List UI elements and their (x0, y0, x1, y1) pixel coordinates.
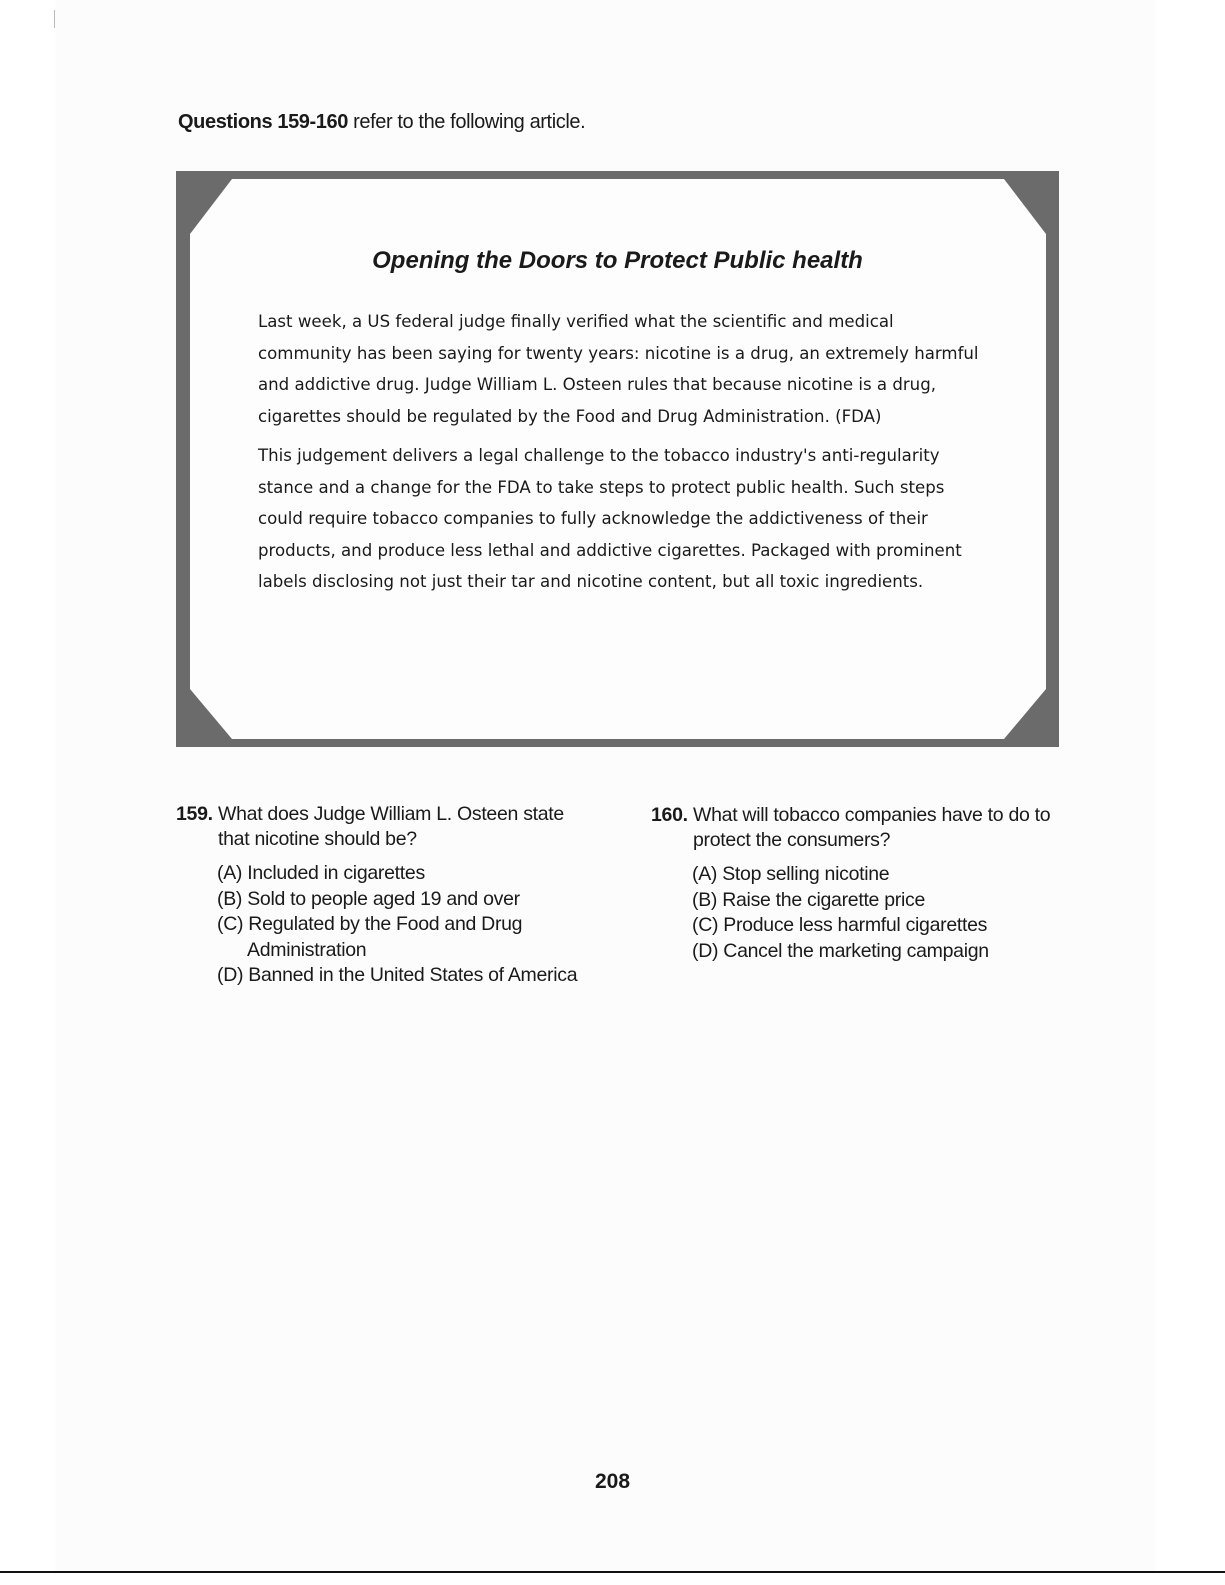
frame-corner-bottom-left (190, 689, 232, 739)
answer-option-b[interactable]: (B) Sold to people aged 19 and over (217, 887, 520, 910)
bottom-rule (0, 1571, 1225, 1573)
article-paragraph: This judgement delivers a legal challenge to the tobacco industry's anti-regularity stance and a change for the FDA to take steps to protect public health. Such steps could require tobacco companies to fully acknowledge the addictiveness of their products, and produce less lethal and addictive cigarettes. Packaged with prominent labels disclosing not just their tar and nicotine content, but all toxic ingredients. (258, 446, 962, 591)
answer-option-c[interactable]: (C) Regulated by the Food and Drug Administration (217, 913, 523, 961)
question-number: 159. (176, 803, 213, 825)
frame-corner-top-right (1004, 179, 1046, 234)
article-title: Opening the Doors to Protect Public health (372, 247, 863, 274)
frame-corner-bottom-right (1004, 689, 1046, 739)
frame-corner-top-left (190, 179, 232, 234)
answer-option-a[interactable]: (A) Stop selling nicotine (692, 863, 890, 885)
question-text: What does Judge William L. Osteen state that nicotine should be? (218, 803, 564, 850)
answer-option-c[interactable]: (C) Produce less harmful cigarettes (692, 914, 988, 936)
question-text: What will tobacco companies have to do to protect the consumers? (693, 804, 1051, 851)
questions-range-label: Questions 159-160 (178, 111, 348, 133)
article-body (258, 306, 980, 598)
article-paragraph: Last week, a US federal judge finally verified what the scientific and medical community has been saying for twenty years: nicotine is a drug, an extremely harmful and addictive drug. Judge William L. Osteen rules that because nicotine is a drug, cigarettes should be regulated by the Food and Drug Administration. (FDA) (258, 312, 979, 426)
margin-mark (54, 10, 55, 28)
question-159 (176, 802, 596, 989)
answer-option-d[interactable]: (D) Banned in the United States of America (217, 964, 578, 986)
answer-option-d[interactable]: (D) Cancel the marketing campaign (692, 939, 989, 962)
questions-intro (178, 111, 585, 134)
answer-options (692, 862, 1071, 964)
page-number: 208 (594, 1470, 631, 1493)
question-160 (651, 803, 1071, 964)
answer-options (217, 861, 596, 989)
answer-option-b[interactable]: (B) Raise the cigarette price (692, 888, 925, 911)
answer-option-a[interactable]: (A) Included in cigarettes (217, 862, 425, 884)
questions-intro-text: refer to the following article. (347, 111, 586, 133)
article-frame (176, 171, 1059, 747)
question-number: 160. (651, 804, 688, 826)
